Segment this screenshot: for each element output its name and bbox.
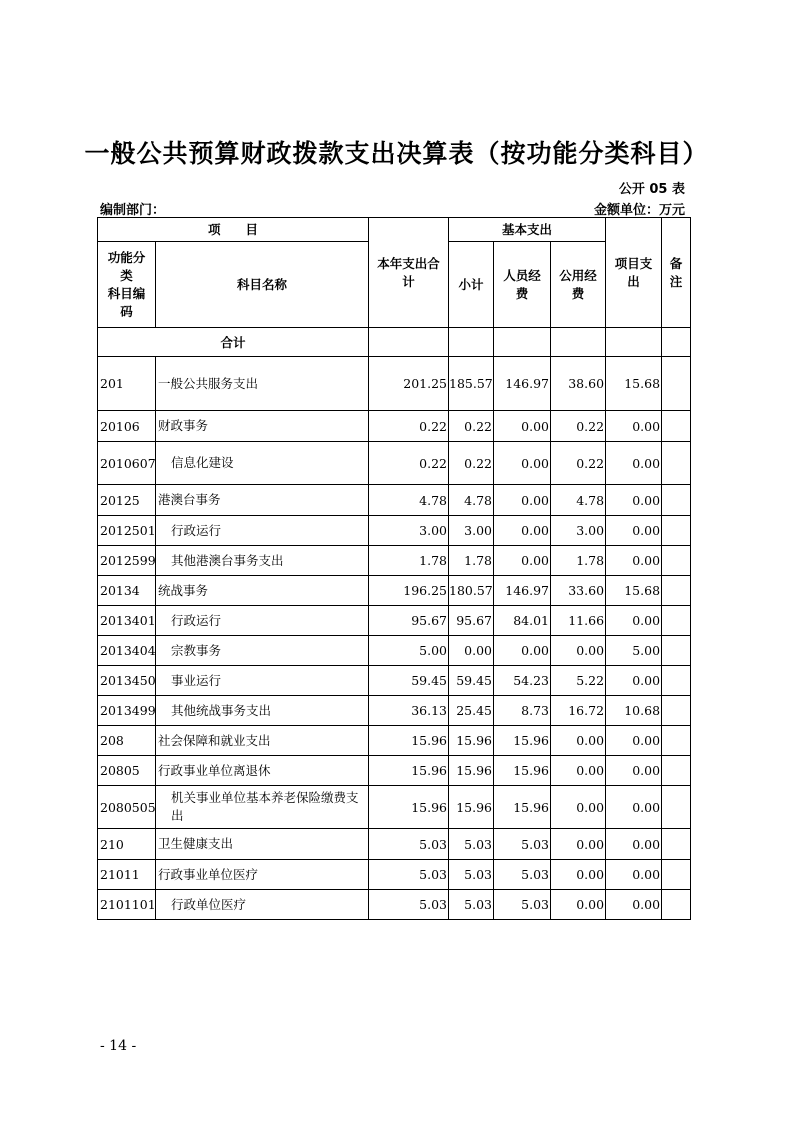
row-remark [662, 786, 691, 829]
row-public: 0.00 [551, 829, 606, 860]
row-code: 20134 [98, 576, 156, 606]
table-row [98, 829, 691, 860]
table-row [98, 546, 691, 576]
row-subtotal: 1.78 [449, 546, 494, 576]
row-name: 一般公共服务支出 [156, 357, 369, 411]
row-remark [662, 860, 691, 890]
row-remark [662, 606, 691, 636]
unit-label: 金额单位：万元 [593, 203, 685, 218]
row-remark [662, 696, 691, 726]
row-code: 2013401 [98, 606, 156, 636]
table-row [98, 786, 691, 829]
row-code: 2010607 [98, 442, 156, 485]
row-subtotal: 59.45 [449, 666, 494, 696]
row-subtotal: 0.22 [449, 442, 494, 485]
row-code: 21011 [98, 860, 156, 890]
row-personnel: 15.96 [494, 756, 551, 786]
row-personnel: 8.73 [494, 696, 551, 726]
table-row [98, 606, 691, 636]
table-row [98, 726, 691, 756]
row-name: 社会保障和就业支出 [156, 726, 369, 756]
row-total: 3.00 [369, 516, 449, 546]
row-remark [662, 546, 691, 576]
table-row [98, 890, 691, 920]
row-remark [662, 485, 691, 516]
row-name: 统战事务 [156, 576, 369, 606]
row-code: 2101101 [98, 890, 156, 920]
row-personnel: 0.00 [494, 546, 551, 576]
header-project: 项目支 出 [606, 218, 662, 328]
row-public: 0.22 [551, 442, 606, 485]
row-remark [662, 636, 691, 666]
header-basic: 基本支出 [449, 218, 606, 242]
table-row [98, 666, 691, 696]
row-project: 5.00 [606, 636, 662, 666]
row-total: 196.25 [369, 576, 449, 606]
row-public: 1.78 [551, 546, 606, 576]
row-name: 卫生健康支出 [156, 829, 369, 860]
row-remark [662, 890, 691, 920]
row-personnel: 146.97 [494, 576, 551, 606]
row-project: 0.00 [606, 890, 662, 920]
row-project: 0.00 [606, 411, 662, 442]
row-name: 财政事务 [156, 411, 369, 442]
row-public: 0.22 [551, 411, 606, 442]
row-name: 行政事业单位离退休 [156, 756, 369, 786]
row-name: 其他港澳台事务支出 [156, 546, 369, 576]
table-row [98, 636, 691, 666]
row-remark [662, 576, 691, 606]
row-total: 5.03 [369, 860, 449, 890]
row-personnel: 54.23 [494, 666, 551, 696]
total-label: 合计 [98, 328, 369, 357]
row-name: 其他统战事务支出 [156, 696, 369, 726]
row-public: 4.78 [551, 485, 606, 516]
row-public: 33.60 [551, 576, 606, 606]
table-row [98, 756, 691, 786]
row-public: 16.72 [551, 696, 606, 726]
row-project: 15.68 [606, 576, 662, 606]
row-total: 5.00 [369, 636, 449, 666]
row-total: 15.96 [369, 786, 449, 829]
row-personnel: 5.03 [494, 890, 551, 920]
row-public: 0.00 [551, 786, 606, 829]
row-public: 0.00 [551, 726, 606, 756]
row-public: 11.66 [551, 606, 606, 636]
row-subtotal: 15.96 [449, 726, 494, 756]
row-subtotal: 185.57 [449, 357, 494, 411]
row-project: 0.00 [606, 606, 662, 636]
row-name: 机关事业单位基本养老保险缴费支出 [156, 786, 369, 829]
row-personnel: 0.00 [494, 411, 551, 442]
row-remark [662, 666, 691, 696]
row-remark [662, 829, 691, 860]
row-total: 0.22 [369, 411, 449, 442]
row-remark [662, 756, 691, 786]
row-personnel: 15.96 [494, 726, 551, 756]
row-project: 0.00 [606, 442, 662, 485]
row-code: 2080505 [98, 786, 156, 829]
table-row [98, 576, 691, 606]
row-public: 0.00 [551, 636, 606, 666]
row-public: 0.00 [551, 890, 606, 920]
page-title: 一般公共预算财政拨款支出决算表（按功能分类科目） [84, 139, 709, 168]
row-code: 2013499 [98, 696, 156, 726]
page-number: - 14 - [100, 1038, 137, 1054]
row-name: 宗教事务 [156, 636, 369, 666]
row-project: 0.00 [606, 756, 662, 786]
row-personnel: 146.97 [494, 357, 551, 411]
row-project: 0.00 [606, 516, 662, 546]
row-subtotal: 5.03 [449, 890, 494, 920]
row-total: 1.78 [369, 546, 449, 576]
row-code: 20106 [98, 411, 156, 442]
header-personnel: 人员经 费 [494, 242, 551, 328]
row-subtotal: 3.00 [449, 516, 494, 546]
row-code: 2013404 [98, 636, 156, 666]
row-public: 38.60 [551, 357, 606, 411]
table-row [98, 696, 691, 726]
row-remark [662, 442, 691, 485]
row-total: 201.25 [369, 357, 449, 411]
row-project: 0.00 [606, 726, 662, 756]
row-total: 15.96 [369, 756, 449, 786]
row-total: 15.96 [369, 726, 449, 756]
row-subtotal: 180.57 [449, 576, 494, 606]
row-public: 0.00 [551, 860, 606, 890]
row-code: 2012501 [98, 516, 156, 546]
row-subtotal: 5.03 [449, 860, 494, 890]
row-subtotal: 0.00 [449, 636, 494, 666]
row-total: 0.22 [369, 442, 449, 485]
row-code: 208 [98, 726, 156, 756]
row-personnel: 0.00 [494, 516, 551, 546]
row-name: 行政运行 [156, 516, 369, 546]
row-project: 0.00 [606, 860, 662, 890]
header-code: 功能分 类 科目编 码 [98, 242, 156, 328]
form-number: 公开 05 表 [618, 182, 685, 197]
row-subtotal: 15.96 [449, 756, 494, 786]
row-code: 2012599 [98, 546, 156, 576]
row-project: 0.00 [606, 485, 662, 516]
row-code: 20125 [98, 485, 156, 516]
row-code: 210 [98, 829, 156, 860]
table-row [98, 357, 691, 411]
header-total: 本年支出合 计 [369, 218, 449, 328]
row-personnel: 0.00 [494, 636, 551, 666]
row-project: 0.00 [606, 666, 662, 696]
table-row [98, 485, 691, 516]
budget-table [97, 217, 691, 920]
row-personnel: 0.00 [494, 442, 551, 485]
header-public: 公用经 费 [551, 242, 606, 328]
dept-label: 编制部门： [100, 203, 166, 218]
row-remark [662, 726, 691, 756]
total-row [98, 328, 691, 357]
header-item: 项 目 [98, 218, 369, 242]
row-remark [662, 411, 691, 442]
row-personnel: 84.01 [494, 606, 551, 636]
row-subtotal: 0.22 [449, 411, 494, 442]
row-name: 行政单位医疗 [156, 890, 369, 920]
row-total: 95.67 [369, 606, 449, 636]
table-row [98, 442, 691, 485]
row-project: 15.68 [606, 357, 662, 411]
row-total: 5.03 [369, 890, 449, 920]
row-public: 3.00 [551, 516, 606, 546]
row-subtotal: 25.45 [449, 696, 494, 726]
row-subtotal: 15.96 [449, 786, 494, 829]
table-row [98, 860, 691, 890]
row-public: 5.22 [551, 666, 606, 696]
row-total: 4.78 [369, 485, 449, 516]
row-name: 信息化建设 [156, 442, 369, 485]
header-name: 科目名称 [156, 242, 369, 328]
row-subtotal: 4.78 [449, 485, 494, 516]
row-public: 0.00 [551, 756, 606, 786]
row-name: 事业运行 [156, 666, 369, 696]
row-name: 行政运行 [156, 606, 369, 636]
row-code: 2013450 [98, 666, 156, 696]
table-row [98, 411, 691, 442]
row-remark [662, 357, 691, 411]
row-personnel: 0.00 [494, 485, 551, 516]
row-personnel: 5.03 [494, 860, 551, 890]
header-subtotal: 小计 [449, 242, 494, 328]
table-row [98, 516, 691, 546]
row-subtotal: 5.03 [449, 829, 494, 860]
row-remark [662, 516, 691, 546]
row-total: 59.45 [369, 666, 449, 696]
row-project: 0.00 [606, 786, 662, 829]
row-project: 0.00 [606, 546, 662, 576]
row-total: 5.03 [369, 829, 449, 860]
row-personnel: 15.96 [494, 786, 551, 829]
row-personnel: 5.03 [494, 829, 551, 860]
row-total: 36.13 [369, 696, 449, 726]
row-name: 行政事业单位医疗 [156, 860, 369, 890]
row-project: 10.68 [606, 696, 662, 726]
row-name: 港澳台事务 [156, 485, 369, 516]
row-subtotal: 95.67 [449, 606, 494, 636]
header-remark: 备 注 [662, 218, 691, 328]
row-code: 201 [98, 357, 156, 411]
row-project: 0.00 [606, 829, 662, 860]
row-code: 20805 [98, 756, 156, 786]
